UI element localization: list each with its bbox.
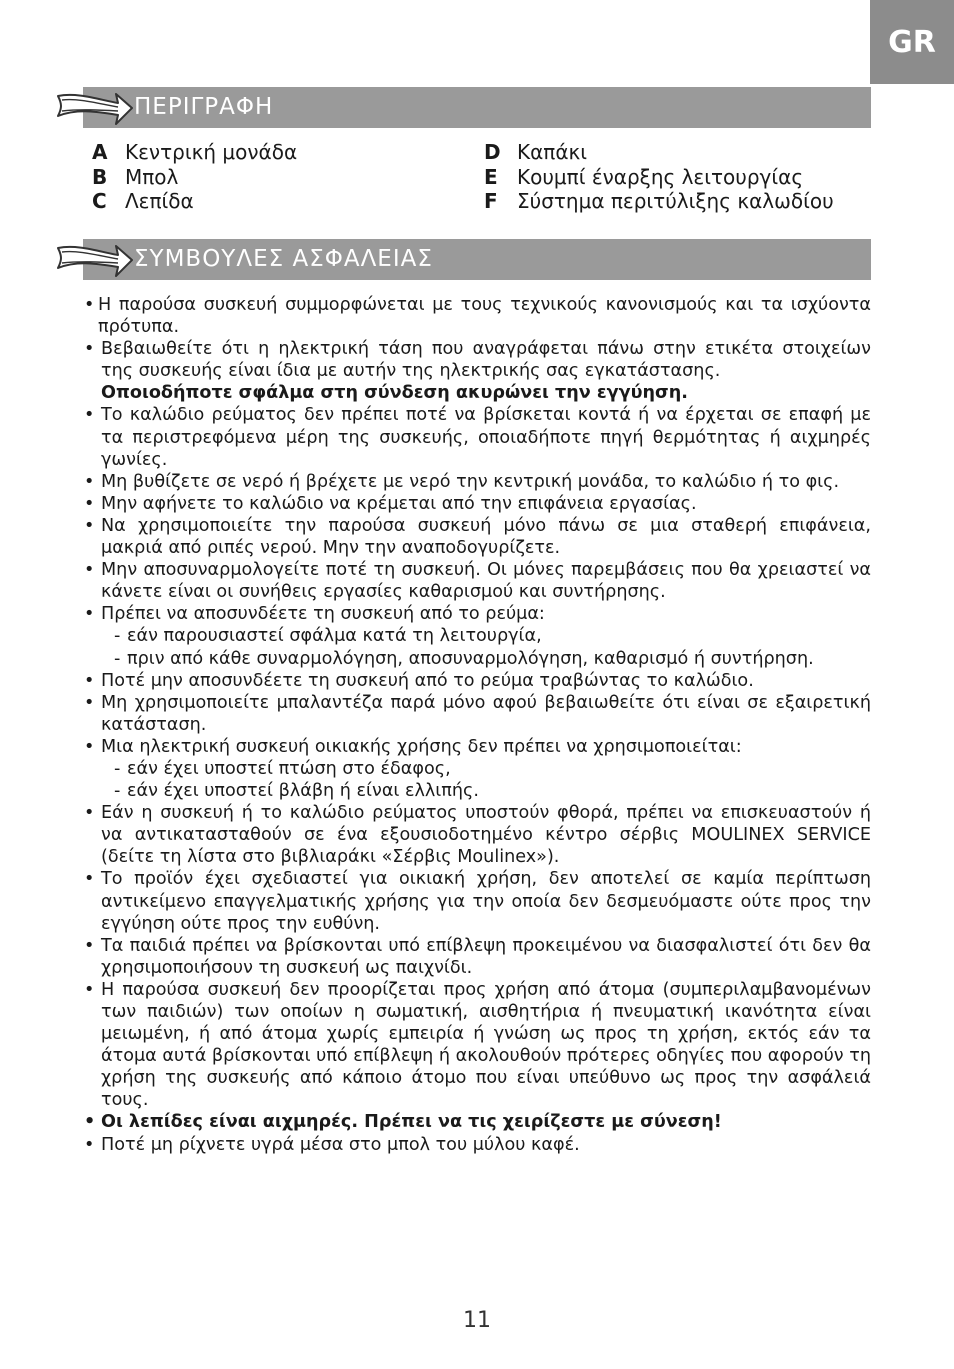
safety-item-blades-warning bbox=[84, 1111, 871, 1133]
safety-item bbox=[84, 979, 871, 1112]
safety-item bbox=[84, 603, 871, 625]
safety-item-text: Μια ηλεκτρική συσκευή οικιακής χρήσης δεν πρέπει να χρησιμοποιείται: bbox=[101, 736, 742, 757]
part-label: Μπολ bbox=[125, 164, 179, 189]
language-tab: GR bbox=[870, 0, 954, 84]
part-letter: E bbox=[484, 164, 498, 189]
part-item-a bbox=[92, 140, 297, 165]
part-item-e bbox=[484, 165, 834, 190]
bullet-icon: • bbox=[84, 692, 95, 713]
safety-item bbox=[84, 493, 871, 515]
safety-item-text: Μη βυθίζετε σε νερό ή βρέχετε με νερό την κεντρική μονάδα, το καλώδιο ή το φις. bbox=[101, 471, 840, 492]
part-item-b bbox=[92, 165, 297, 190]
bullet-icon: • bbox=[84, 339, 95, 360]
dash-icon: - bbox=[114, 648, 121, 669]
safety-item-text: Τα παιδιά πρέπει να βρίσκονται υπό επίβλεψη προκειμένου να διασφαλιστεί ότι δεν θα χρησιμοποιήσουν τη συσκευή ως παιχνίδι. bbox=[101, 935, 871, 978]
safety-item bbox=[84, 559, 871, 603]
safety-subitem-text: εάν έχει υποστεί πτώση στο έδαφος, bbox=[127, 758, 451, 779]
safety-item-text: Να χρησιμοποιείτε την παρούσα συσκευή μόνο πάνω σε μια σταθερή επιφάνεια, μακριά από ριπές νερού. Μην την αναποδογυρίζετε. bbox=[101, 515, 871, 559]
part-label: Σύστημα περιτύλιξης καλωδίου bbox=[517, 189, 834, 213]
part-letter: B bbox=[92, 164, 108, 189]
bullet-icon: • bbox=[84, 405, 95, 426]
parts-list-right bbox=[484, 140, 834, 214]
safety-item bbox=[84, 802, 871, 868]
part-letter: D bbox=[484, 140, 501, 164]
safety-item bbox=[84, 404, 871, 470]
safety-subitem-text: εάν παρουσιαστεί σφάλμα κατά τη λειτουργία, bbox=[127, 626, 542, 647]
safety-subitem bbox=[84, 780, 871, 802]
safety-subitem bbox=[84, 625, 871, 647]
page-number: 11 bbox=[463, 1308, 491, 1333]
bullet-icon: • bbox=[84, 670, 95, 691]
safety-subitem-text: πριν από κάθε συναρμολόγηση, αποσυναρμολόγηση, καθαρισμό ή συντήρηση. bbox=[127, 648, 814, 669]
safety-item-text: Το προϊόν έχει σχεδιαστεί για οικιακή χρήση, δεν αποτελεί σε καμία περίπτωση αντικείμενο επαγγελματικής χρήσης για την οποία δεν δεσμευόμαστε ούτε προς την εγγύηση ούτε προς την ευθύνη. bbox=[101, 869, 871, 934]
bullet-icon: • bbox=[84, 295, 95, 315]
arrow-icon bbox=[52, 238, 134, 282]
bullet-icon: • bbox=[84, 1134, 95, 1155]
bullet-icon: • bbox=[84, 803, 95, 824]
part-item-c bbox=[92, 189, 297, 214]
arrow-icon bbox=[52, 86, 134, 130]
bullet-icon: • bbox=[84, 1112, 96, 1133]
part-item-d bbox=[484, 140, 834, 165]
safety-item-text: Η παρούσα συσκευή δεν προορίζεται προς χρήση από άτομα (συμπεριλαμβανομένων των παιδιών) των οποίων η σωματική, αισθητήρια ή πνευματική ικανότητα είναι μειωμένη, ή από άτομα χωρίς εμπειρία ή γνώση ως προς τη χρήση, εκτός εάν τα άτομα αυτά βρίσκονται υπό επίβλεψη ή ακολουθούν πρότερες οδηγίες που αφορούν τη χρήση της συσκευής από κάποιο άτομο που είναι υπεύθυνο ως προς την ασφάλειά τους. bbox=[101, 979, 871, 1111]
safety-item bbox=[84, 868, 871, 934]
part-letter: F bbox=[484, 189, 498, 213]
parts-list-left bbox=[92, 140, 297, 214]
bullet-icon: • bbox=[84, 736, 95, 757]
safety-item-text: Η παρούσα συσκευή συμμορφώνεται με τους τεχνικούς κανονισμούς και τα ισχύοντα πρότυπα. bbox=[98, 295, 871, 338]
dash-icon: - bbox=[114, 781, 121, 802]
safety-item bbox=[84, 294, 871, 338]
safety-item-text: Οι λεπίδες είναι αιχμηρές. Πρέπει να τις χειρίζεστε με σύνεση! bbox=[101, 1112, 722, 1133]
bullet-icon: • bbox=[84, 935, 95, 956]
safety-item bbox=[84, 471, 871, 493]
safety-item-text: Ποτέ μην αποσυνδέετε τη συσκευή από το ρεύμα τραβώντας το καλώδιο. bbox=[101, 670, 754, 691]
part-item-f bbox=[484, 189, 834, 214]
safety-subitem-text: εάν έχει υποστεί βλάβη ή είναι ελλιπής. bbox=[127, 781, 479, 802]
part-letter: C bbox=[92, 189, 107, 213]
safety-item bbox=[84, 736, 871, 758]
dash-icon: - bbox=[114, 758, 121, 779]
bullet-icon: • bbox=[84, 515, 95, 536]
safety-item-text: Εάν η συσκευή ή το καλώδιο ρεύματος υποστούν φθορά, πρέπει να επισκευαστούν ή να αντικατασταθούν σε ένα εξουσιοδοτημένο κέντρο σέρβις MOULINEX SERVICE (δείτε τη λίστα στο βιβλιαράκι «Σέρβις Moulinex»). bbox=[101, 803, 871, 868]
safety-subitem bbox=[84, 758, 871, 780]
warranty-note: Οποιοδήποτε σφάλμα στη σύνδεση ακυρώνει την εγγύηση. bbox=[101, 383, 688, 404]
safety-item bbox=[84, 935, 871, 979]
bullet-icon: • bbox=[84, 979, 95, 1000]
safety-item bbox=[84, 338, 871, 382]
part-letter: A bbox=[92, 140, 108, 164]
part-label: Λεπίδα bbox=[125, 189, 194, 213]
bullet-icon: • bbox=[84, 560, 95, 581]
part-label: Κεντρική μονάδα bbox=[125, 140, 298, 164]
safety-item bbox=[84, 1134, 871, 1156]
safety-item-text: Το καλώδιο ρεύματος δεν πρέπει ποτέ να βρίσκεται κοντά ή να έρχεται σε επαφή με τα περιστρεφόμενα μέρη της συσκευής, οποιαδήποτε πηγή θερμότητας ή αιχμηρές γωνίες. bbox=[101, 405, 871, 470]
safety-section-title: ΣΥΜΒΟΥΛΕΣ ΑΣΦΑΛΕΙΑΣ bbox=[134, 246, 433, 272]
safety-subitem bbox=[84, 648, 871, 670]
safety-item-text: Μην αφήνετε το καλώδιο να κρέμεται από την επιφάνεια εργασίας. bbox=[101, 493, 697, 514]
safety-list bbox=[84, 294, 871, 1156]
safety-item-text: Ποτέ μη ρίχνετε υγρά μέσα στο μπολ του μύλου καφέ. bbox=[101, 1134, 580, 1155]
description-section-title: ΠΕΡΙΓΡΑΦΗ bbox=[134, 94, 274, 120]
safety-item-text: Βεβαιωθείτε ότι η ηλεκτρική τάση που αναγράφεται πάνω στην ετικέτα στοιχείων της συσκευής είναι ίδια με αυτήν της ηλεκτρικής σας εγκατάστασης. bbox=[101, 339, 871, 382]
safety-item-text: Πρέπει να αποσυνδέετε τη συσκευή από το ρεύμα: bbox=[101, 604, 545, 625]
dash-icon: - bbox=[114, 626, 121, 647]
bullet-icon: • bbox=[84, 604, 95, 625]
part-label: Καπάκι bbox=[517, 140, 588, 164]
bullet-icon: • bbox=[84, 869, 95, 890]
safety-item-text: Μη χρησιμοποιείτε μπαλαντέζα παρά μόνο αφού βεβαιωθείτε ότι είναι σε εξαιρετική κατάσταση. bbox=[101, 692, 871, 735]
safety-item bbox=[84, 692, 871, 736]
safety-item bbox=[84, 515, 871, 559]
safety-item-text: Μην αποσυναρμολογείτε ποτέ τη συσκευή. Οι μόνες παρεμβάσεις που θα χρειαστεί να κάνετε είναι οι συνήθεις εργασίες καθαρισμού και συντήρησης. bbox=[101, 560, 871, 603]
bullet-icon: • bbox=[84, 471, 95, 492]
bullet-icon: • bbox=[84, 493, 95, 514]
part-label: Κουμπί έναρξης λειτουργίας bbox=[517, 164, 804, 189]
safety-item bbox=[84, 670, 871, 692]
